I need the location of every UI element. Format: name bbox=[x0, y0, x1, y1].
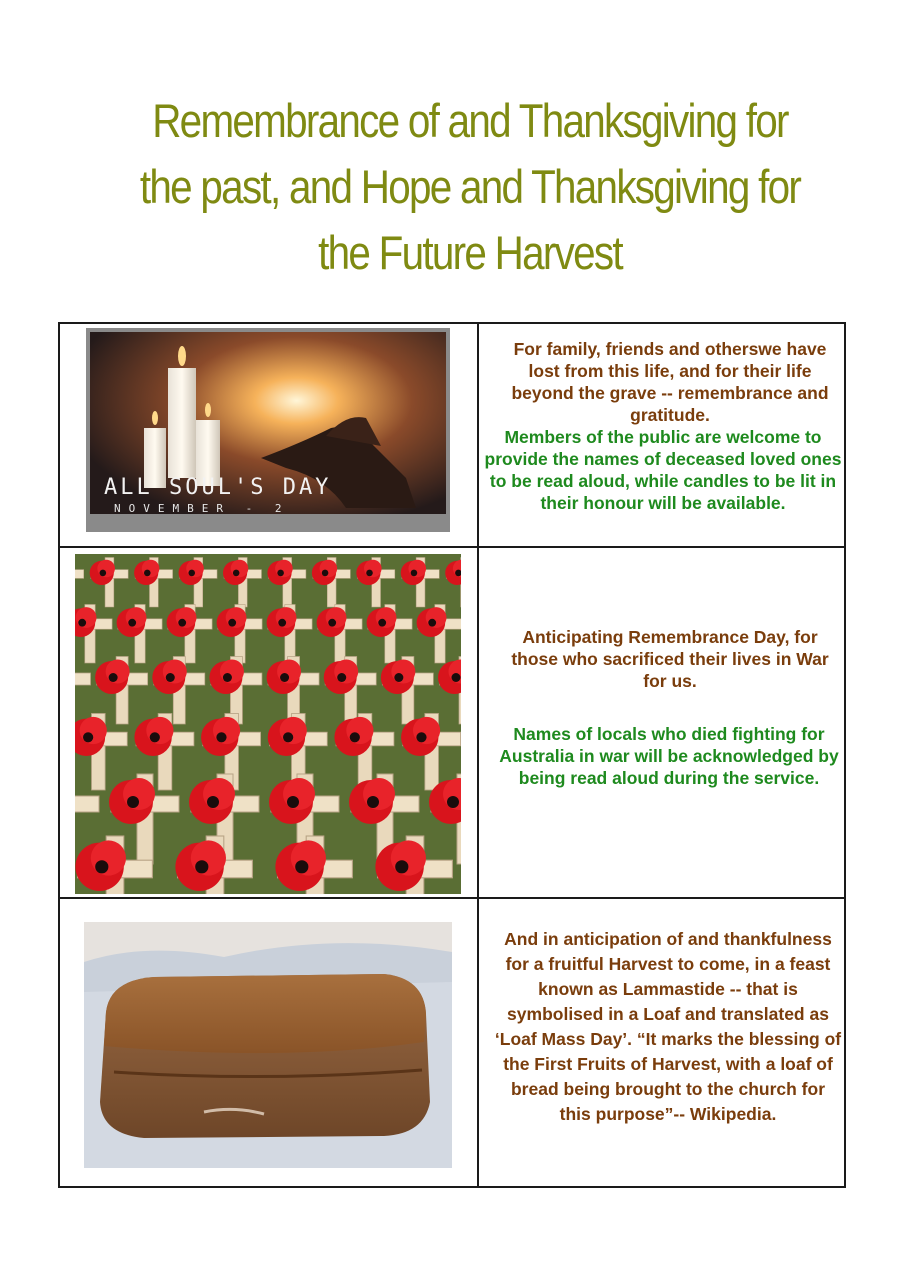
row-1-text bbox=[484, 338, 842, 514]
row-2-remembrance-day-text: Anticipating Remembrance Day, for those who sacrificed their lives in War for us. bbox=[511, 627, 829, 691]
poppy-cross bbox=[134, 558, 173, 608]
poppy-cross bbox=[75, 714, 127, 791]
poppy-cross bbox=[75, 605, 112, 664]
poppy-cross bbox=[267, 605, 313, 664]
image-caption: ALL SOUL'S DAY bbox=[104, 475, 332, 500]
row-3-text bbox=[484, 927, 842, 1127]
poppy-cross bbox=[217, 605, 263, 664]
row-1-remembrance-text: For family, friends and otherswe have lost from this life, and for their life beyond the grave -- remembrance and gratitude. bbox=[511, 339, 829, 425]
poppy-cross bbox=[267, 558, 306, 608]
poppy-cross bbox=[401, 558, 440, 608]
poppy-cross bbox=[75, 657, 91, 725]
poppy-cross bbox=[438, 657, 461, 725]
poppy-cross bbox=[117, 605, 163, 664]
poppy-cross bbox=[317, 605, 363, 664]
row-2-names-text: Names of locals who died fighting for Australia in war will be acknowledged by being read aloud during the service. bbox=[499, 724, 839, 788]
poppy-cross bbox=[223, 558, 262, 608]
row-3-harvest-text: And in anticipation of and thankfulness for a fruitful Harvest to come, in a feast known as Lammastide -- that is symbolised in a Loaf and translated as ‘Loaf Mass Day’. “It marks the blessing of the First Fruits of Harvest, with a loaf of bread being brought to the church for this purpose”-- Wikipedia. bbox=[494, 929, 842, 1124]
poppy-cross bbox=[367, 605, 413, 664]
poppy-cross bbox=[417, 605, 461, 664]
poppy-cross bbox=[401, 714, 461, 791]
poppy-cross bbox=[445, 558, 461, 608]
poppy-crosses-image bbox=[75, 554, 461, 894]
all-souls-day-image bbox=[86, 328, 450, 532]
poppy-cross bbox=[356, 558, 395, 608]
row-1-public-invite-text: Members of the public are welcome to provide the names of deceased loved ones to be read aloud, while candles to be lit in their honour will be available. bbox=[484, 427, 842, 513]
row-divider bbox=[58, 897, 846, 899]
poppy-cross bbox=[167, 605, 213, 664]
page-title: Remembrance of and Thanksgiving for the past, and Hope and Thanksgiving for the Future Harvest bbox=[139, 94, 801, 279]
image-subcaption: NOVEMBER - 2 bbox=[114, 502, 290, 515]
poppy-cross bbox=[175, 836, 252, 894]
poppy-cross bbox=[275, 836, 352, 894]
poppy-cross bbox=[90, 558, 129, 608]
row-divider bbox=[58, 546, 846, 548]
row-2-text bbox=[484, 626, 842, 789]
column-divider bbox=[477, 322, 479, 1188]
poppy-cross bbox=[75, 558, 84, 608]
poppy-cross bbox=[312, 558, 351, 608]
bread-loaf-image bbox=[84, 922, 452, 1168]
poppy-cross bbox=[179, 558, 218, 608]
